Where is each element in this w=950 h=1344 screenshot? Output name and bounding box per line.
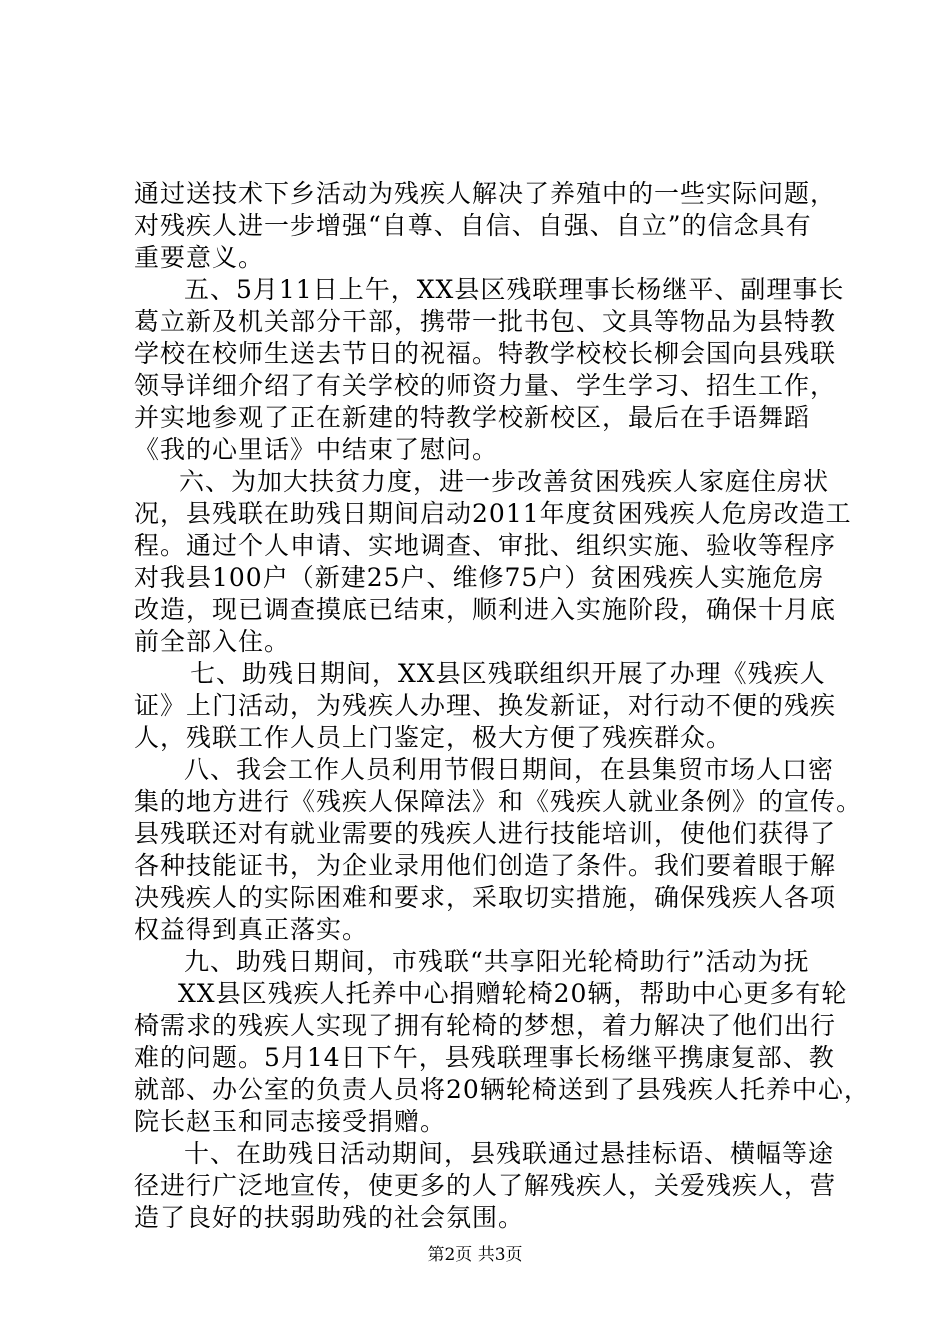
text-line: 通过送技术下乡活动为残疾人解决了养殖中的一些实际问题， — [134, 179, 837, 208]
text-line: 《我的心里话》中结束了慰问。 — [134, 435, 499, 464]
text-line: 径进行广泛地宣传，使更多的人了解残疾人，关爱残疾人，营 — [134, 1171, 837, 1200]
paragraph-7-start: 七、助残日期间，XX县区残联组织开展了办理《残疾人 — [190, 659, 826, 688]
text-line: 领导详细介绍了有关学校的师资力量、学生学习、招生工作， — [134, 371, 837, 400]
text-line: 对我县100户（新建25户、维修75户）贫困残疾人实施危房 — [134, 563, 825, 592]
text-line: XX县区残疾人托养中心捐赠轮椅20辆，帮助中心更多有轮 — [178, 979, 848, 1008]
text-line: 前全部入住。 — [134, 627, 291, 656]
text-line: 决残疾人的实际困难和要求，采取切实措施，确保残疾人各项 — [134, 883, 837, 912]
text-line: 对残疾人进一步增强“自尊、自信、自强、自立”的信念具有 — [134, 211, 812, 240]
text-line: 就部、办公室的负责人员将20辆轮椅送到了县残疾人托养中心， — [134, 1075, 870, 1104]
text-line: 并实地参观了正在新建的特教学校新校区，最后在手语舞蹈 — [134, 403, 811, 432]
text-line: 学校在校师生送去节日的祝福。特教学校校长柳会国向县残联 — [134, 339, 837, 368]
text-line: 县残联还对有就业需要的残疾人进行技能培训，使他们获得了 — [134, 819, 837, 848]
text-line: 重要意义。 — [134, 243, 265, 272]
text-line: 各种技能证书，为企业录用他们创造了条件。我们要着眼于解 — [134, 851, 837, 880]
text-line: 椅需求的残疾人实现了拥有轮椅的梦想，着力解决了他们出行 — [134, 1011, 837, 1040]
text-line: 难的问题。5月14日下午，县残联理事长杨继平携康复部、教 — [134, 1043, 835, 1072]
text-line: 权益得到真正落实。 — [134, 915, 369, 944]
paragraph-8-start: 八、我会工作人员利用节假日期间，在县集贸市场人口密 — [184, 755, 835, 784]
page-number-footer: 第2页 共3页 — [427, 1245, 523, 1265]
paragraph-6-start: 六、为加大扶贫力度，进一步改善贫困残疾人家庭住房状 — [179, 467, 830, 496]
text-line: 葛立新及机关部分干部，携带一批书包、文具等物品为县特教 — [134, 307, 837, 336]
paragraph-5-start: 五、5月11日上午，XX县区残联理事长杨继平、副理事长 — [184, 275, 845, 304]
text-line: 改造，现已调查摸底已结束，顺利进入实施阶段，确保十月底 — [134, 595, 837, 624]
text-line: 况，县残联在助残日期间启动2011年度贫困残疾人危房改造工 — [134, 499, 852, 528]
document-body — [134, 178, 870, 1234]
paragraph-9-start: 九、助残日期间，市残联“共享阳光轮椅助行”活动为抚 — [184, 947, 810, 976]
text-line: 集的地方进行《残疾人保障法》和《残疾人就业条例》的宣传。 — [134, 787, 863, 816]
text-line: 程。通过个人申请、实地调查、审批、组织实施、验收等程序 — [134, 531, 837, 560]
text-line: 人，残联工作人员上门鉴定，极大方便了残疾群众。 — [134, 723, 733, 752]
text-line: 造了良好的扶弱助残的社会氛围。 — [134, 1203, 525, 1232]
paragraph-10-start: 十、在助残日活动期间，县残联通过悬挂标语、横幅等途 — [184, 1139, 835, 1168]
text-line: 证》上门活动，为残疾人办理、换发新证，对行动不便的残疾 — [134, 691, 837, 720]
text-line: 院长赵玉和同志接受捐赠。 — [134, 1107, 447, 1136]
